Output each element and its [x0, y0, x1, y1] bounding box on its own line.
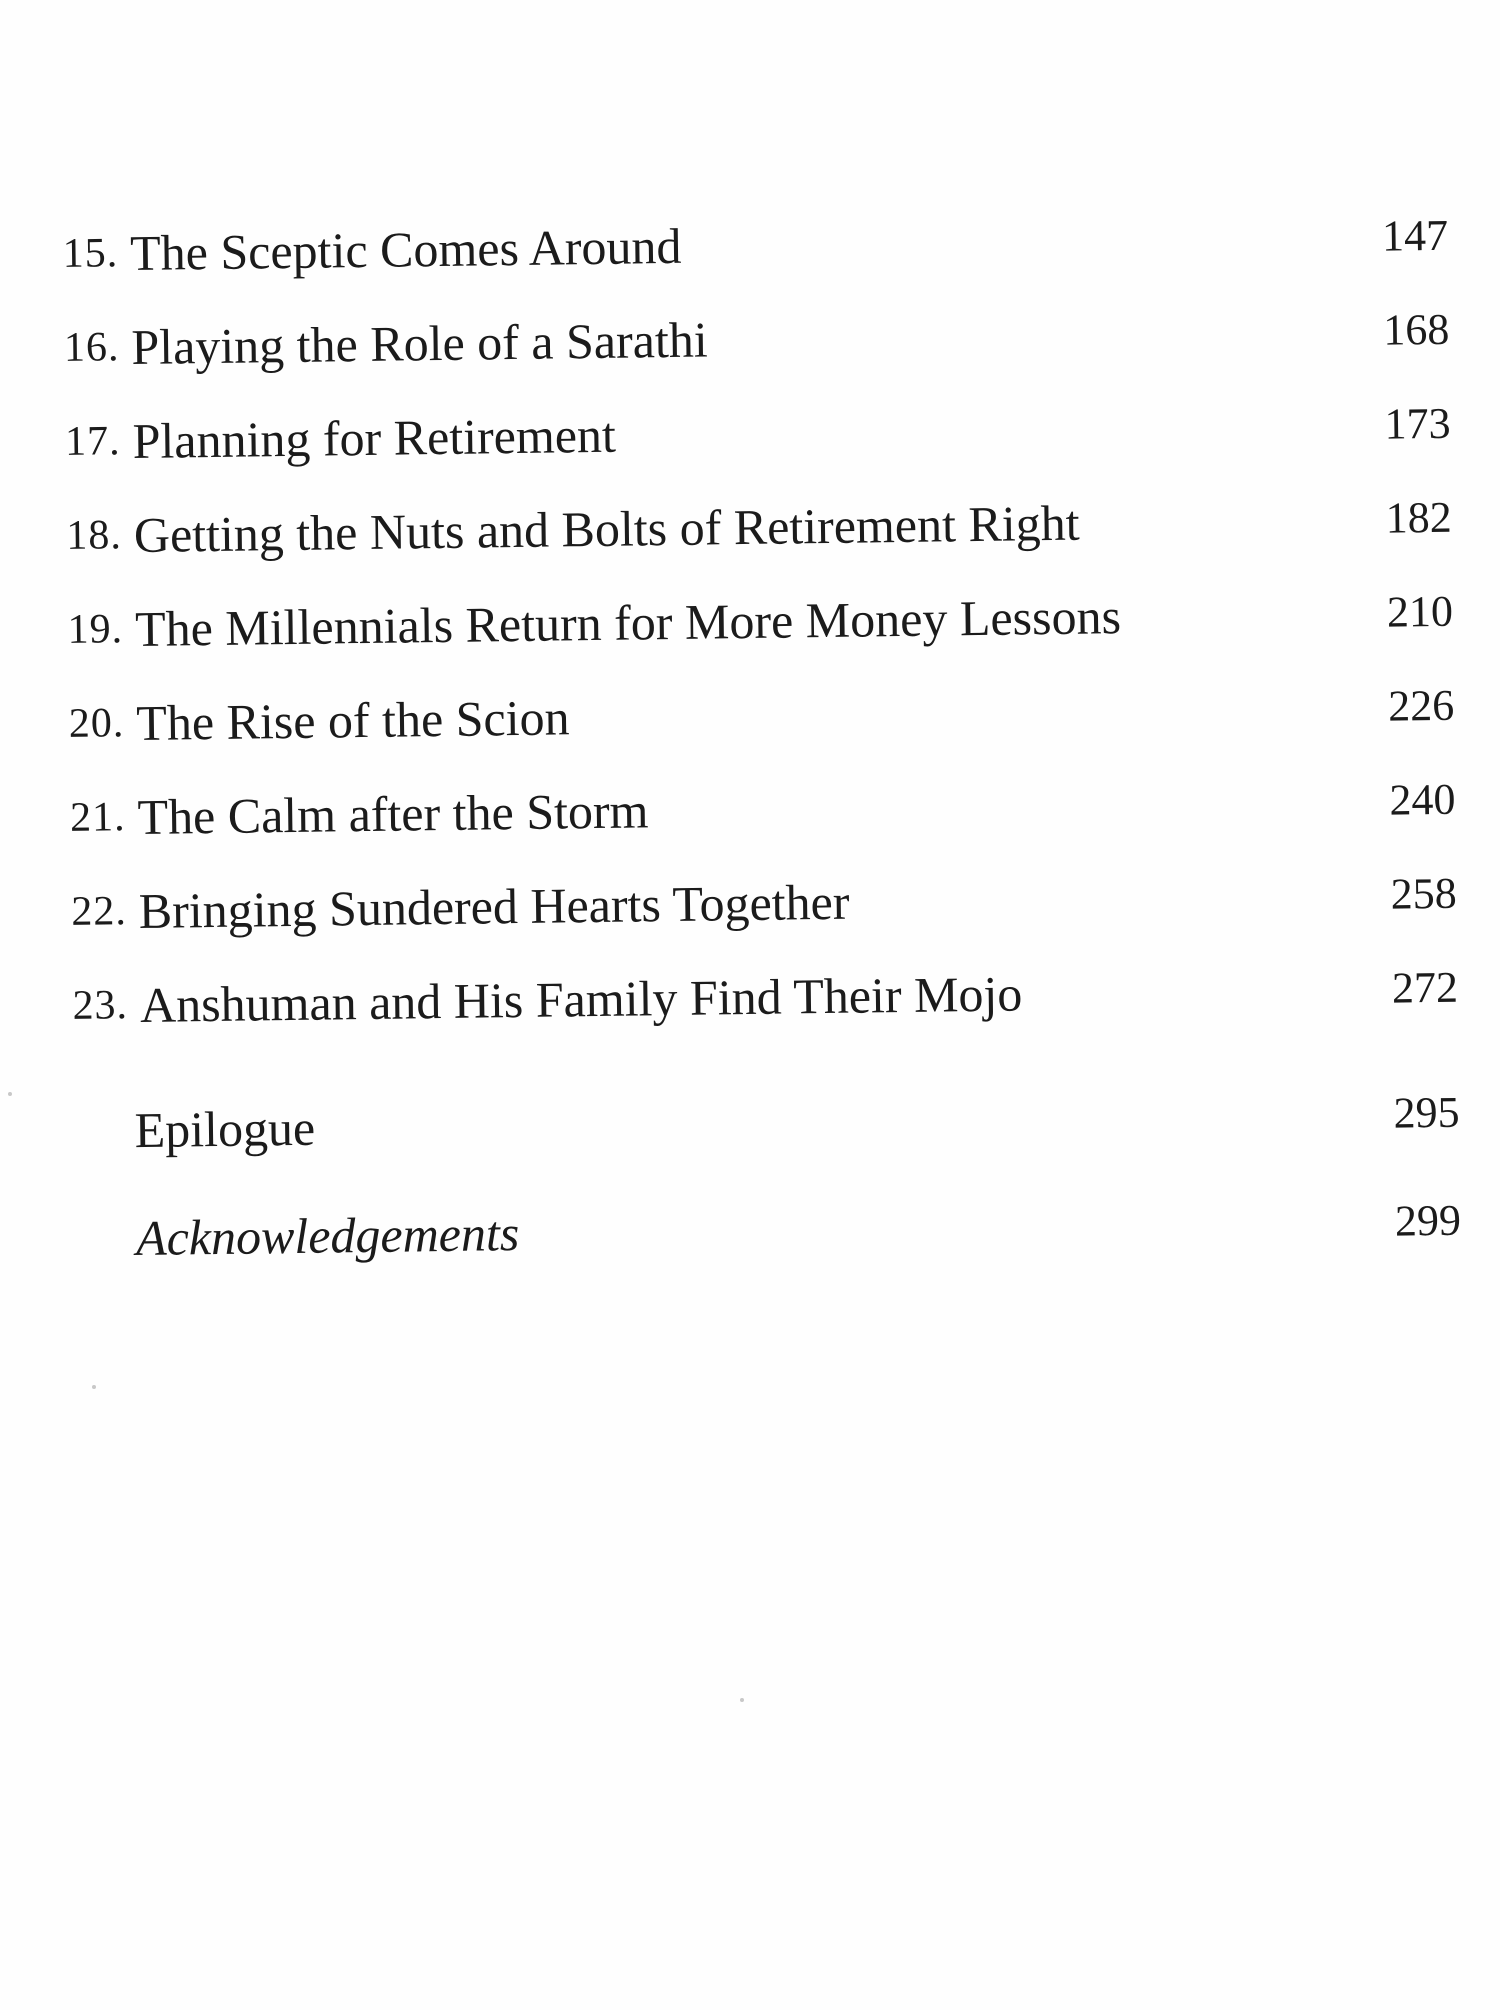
chapter-number: 15.	[62, 230, 119, 277]
page-number: 240	[1389, 774, 1456, 825]
toc-entry	[0, 571, 1495, 671]
toc-entry	[0, 947, 1500, 1047]
chapter-number: 20.	[68, 700, 125, 747]
chapter-number: 17.	[64, 418, 121, 465]
chapter-number: 18.	[66, 512, 123, 559]
acknowledgements-title: Acknowledgements	[135, 1205, 520, 1267]
page-number: 226	[1387, 680, 1455, 731]
toc-entry-acknowledgements	[3, 1180, 1500, 1280]
toc-entry	[0, 665, 1497, 765]
chapter-title: Planning for Retirement	[132, 406, 617, 470]
page-number: 258	[1390, 868, 1457, 919]
chapter-number: 22.	[70, 888, 128, 935]
toc-entry	[0, 195, 1491, 295]
chapter-number: 23.	[72, 982, 129, 1029]
paper-speck	[740, 1698, 744, 1702]
chapter-number: 16.	[63, 324, 120, 371]
toc-entry	[0, 477, 1494, 577]
page-number: 182	[1385, 492, 1453, 543]
chapter-title: The Sceptic Comes Around	[129, 217, 682, 282]
page-number: 272	[1391, 962, 1459, 1013]
toc-entry	[0, 853, 1499, 953]
chapter-title: Bringing Sundered Hearts Together	[138, 873, 850, 939]
chapter-title: Getting the Nuts and Bolts of Retirement Right	[133, 494, 1080, 564]
chapter-number: 21.	[69, 794, 126, 841]
toc-entry	[0, 759, 1498, 859]
chapter-title: Playing the Role of a Sarathi	[131, 311, 708, 376]
chapter-title: Anshuman and His Family Find Their Mojo	[139, 965, 1023, 1033]
page-number: 147	[1381, 210, 1449, 261]
page-number: 295	[1393, 1087, 1460, 1138]
paper-speck	[92, 1385, 96, 1389]
page-number: 168	[1382, 304, 1450, 355]
page-number: 210	[1386, 586, 1454, 637]
toc-entry-epilogue	[1, 1072, 1500, 1172]
paper-speck	[8, 1092, 12, 1096]
chapter-title: The Calm after the Storm	[137, 782, 649, 845]
epilogue-title: Epilogue	[134, 1099, 316, 1159]
page-number: 299	[1394, 1195, 1462, 1246]
chapter-number: 19.	[67, 606, 124, 653]
page-number: 173	[1384, 398, 1451, 449]
toc-entry	[0, 383, 1493, 483]
chapter-title: The Rise of the Scion	[135, 689, 570, 752]
toc-entry	[0, 289, 1492, 389]
chapter-title: The Millennials Return for More Money Lessons	[134, 588, 1122, 658]
